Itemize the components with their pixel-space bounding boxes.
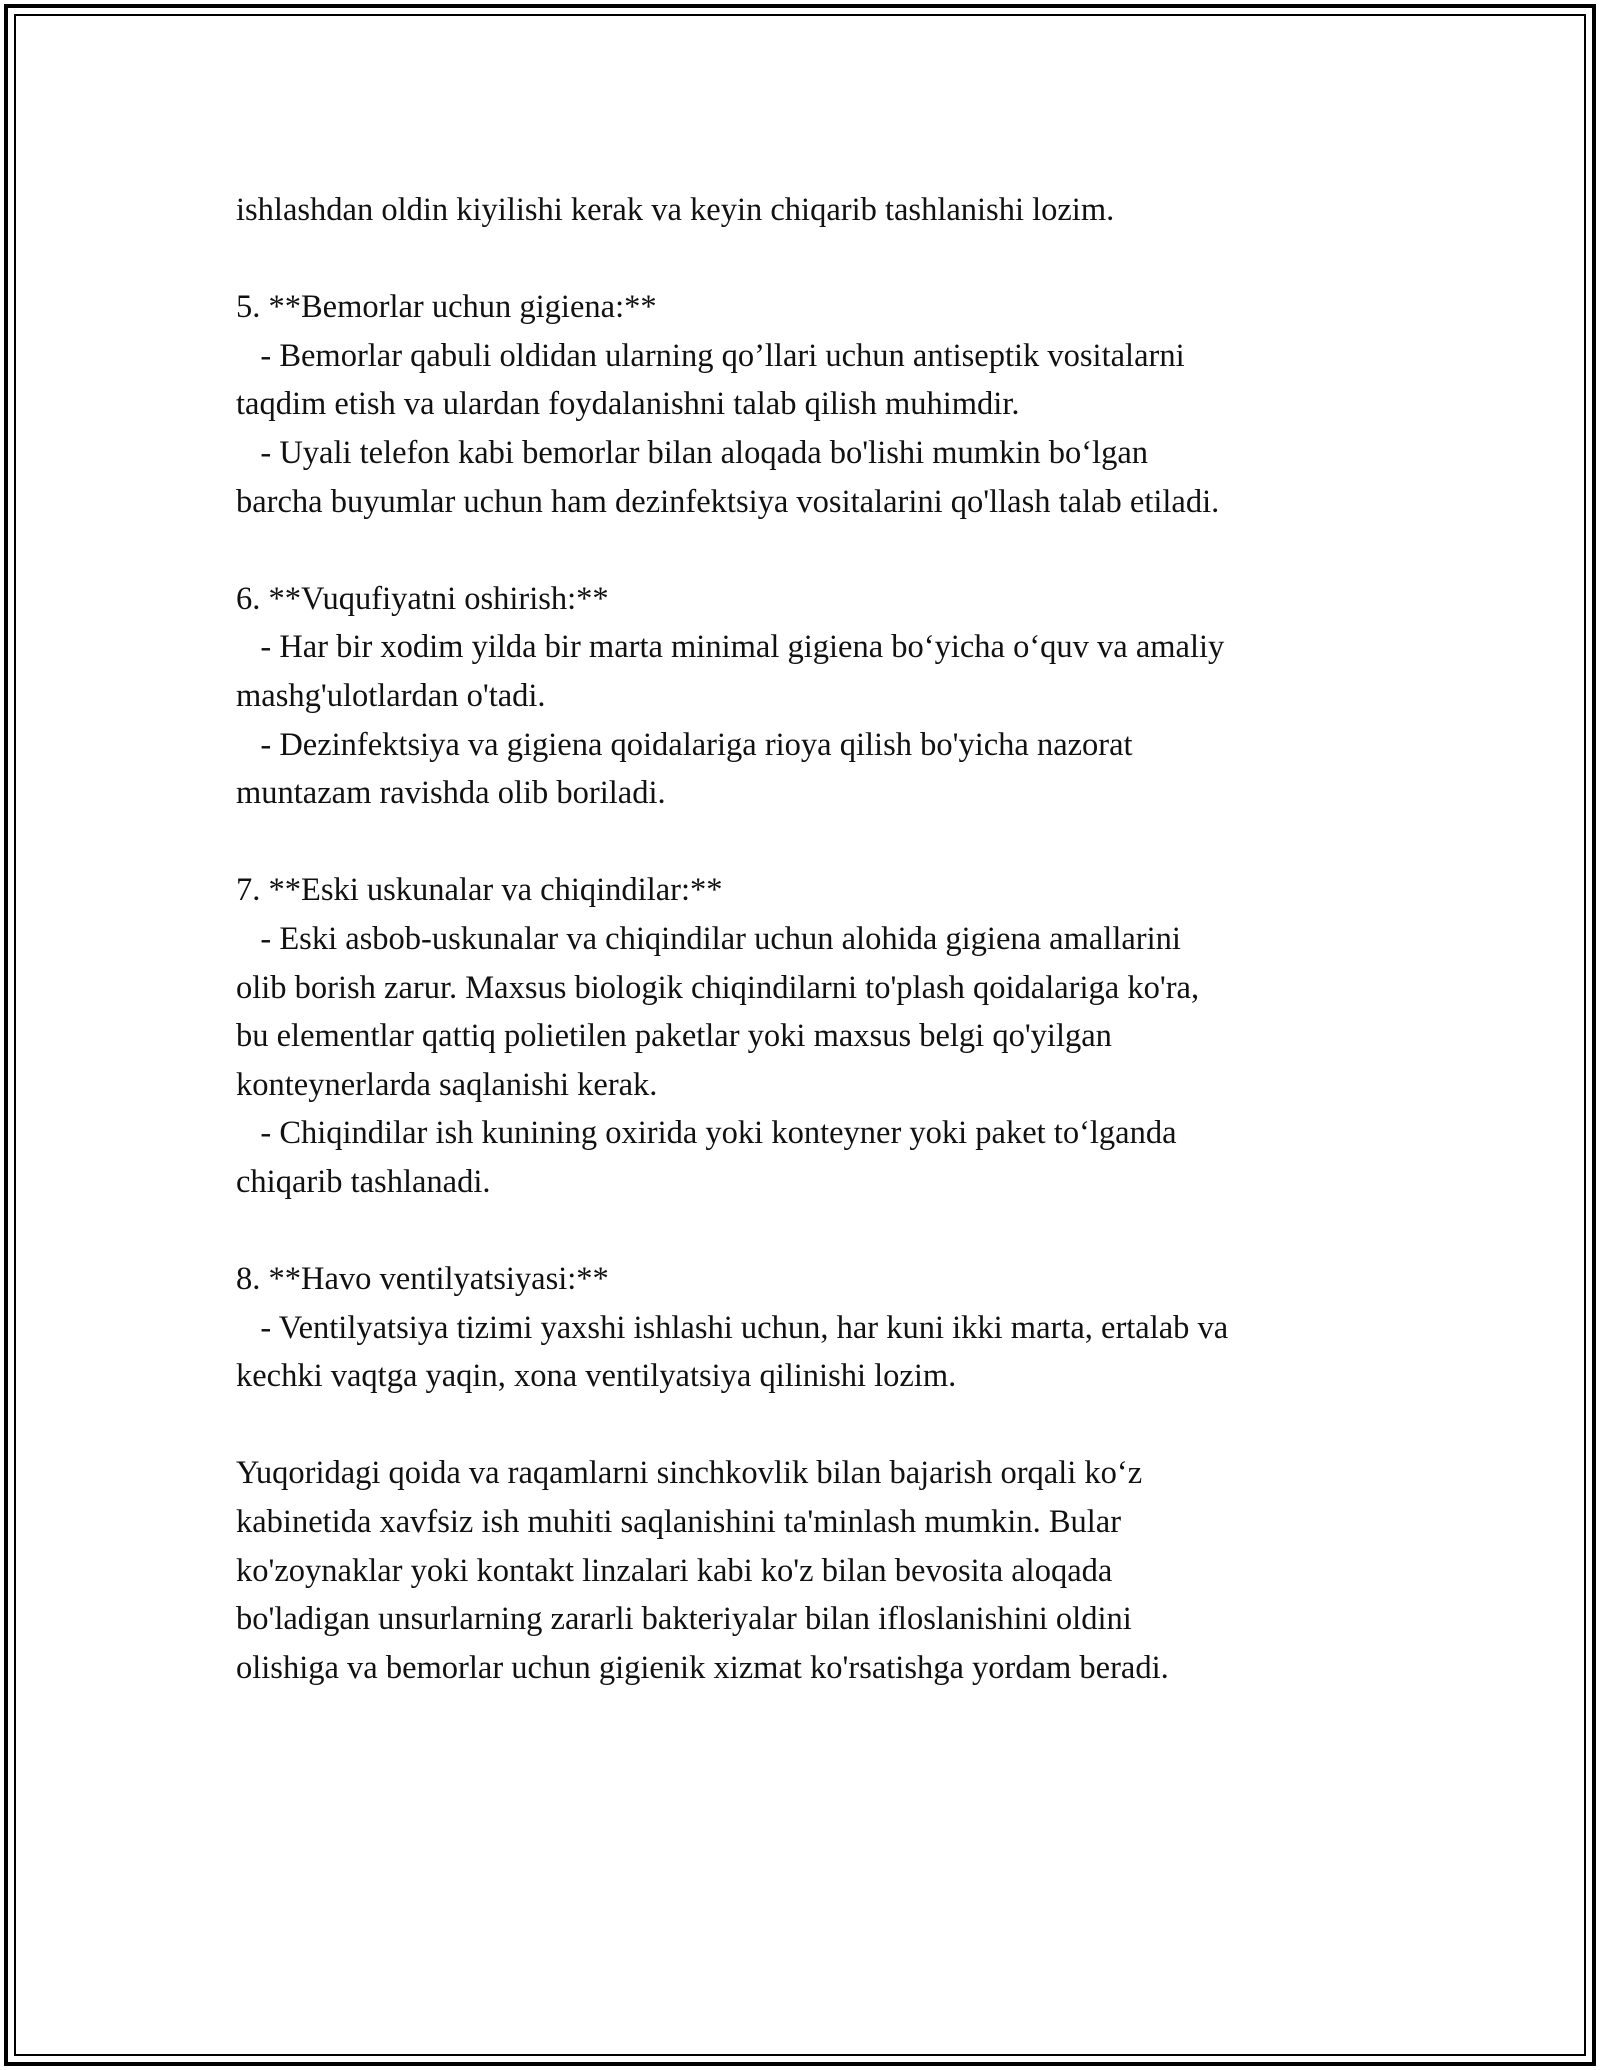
blank-line	[236, 1206, 1396, 1255]
text-line: kechki vaqtga yaqin, xona ventilyatsiya qilinishi lozim.	[236, 1358, 957, 1395]
text-line: 8. **Havo ventilyatsiyasi:**	[236, 1261, 609, 1298]
blank-line	[236, 235, 1396, 284]
text-line: olishiga va bemorlar uchun gigienik xizmat ko'rsatishga yordam beradi.	[236, 1649, 1169, 1686]
text-line: ishlashdan oldin kiyilishi kerak va keyin chiqarib tashlanishi lozim.	[236, 192, 1115, 228]
text-line: olib borish zarur. Maxsus biologik chiqindilarni to'plash qoidalariga ko'ra,	[236, 969, 1200, 1006]
text-line: ko'zoynaklar yoki kontakt linzalari kabi ko'z bilan bevosita aloqada	[236, 1552, 1113, 1589]
blank-line	[236, 526, 1396, 575]
text-line: 5. **Bemorlar uchun gigiena:**	[236, 289, 657, 326]
text-line: bu elementlar qattiq polietilen paketlar yoki maxsus belgi qo'yilgan	[236, 1018, 1112, 1055]
text-line: - Bemorlar qabuli oldidan ularning qo’llari uchun antiseptik vositalarni	[236, 337, 1185, 374]
blank-line	[236, 818, 1396, 867]
document-body	[236, 186, 1396, 1692]
text-line: konteynerlarda saqlanishi kerak.	[236, 1066, 658, 1103]
text-line: bo'ladigan unsurlarning zararli bakteriyalar bilan ifloslanishini oldini	[236, 1601, 1132, 1638]
text-line: muntazam ravishda olib boriladi.	[236, 775, 666, 812]
text-line: chiqarib tashlanadi.	[236, 1163, 491, 1200]
text-line: 7. **Eski uskunalar va chiqindilar:**	[236, 872, 723, 909]
text-line: - Chiqindilar ish kunining oxirida yoki konteyner yoki paket to‘lganda	[236, 1115, 1177, 1152]
text-line: - Eski asbob-uskunalar va chiqindilar uchun alohida gigiena amallarini	[236, 920, 1181, 957]
text-line: - Har bir xodim yilda bir marta minimal gigiena bo‘yicha o‘quv va amaliy	[236, 629, 1225, 666]
blank-line	[236, 1401, 1396, 1450]
text-line: Yuqoridagi qoida va raqamlarni sinchkovlik bilan bajarish orqali ko‘z	[236, 1455, 1143, 1492]
text-line: - Dezinfektsiya va gigiena qoidalariga rioya qilish bo'yicha nazorat	[236, 726, 1133, 763]
text-line: - Ventilyatsiya tizimi yaxshi ishlashi uchun, har kuni ikki marta, ertalab va	[236, 1309, 1229, 1346]
text-line: taqdim etish va ulardan foydalanishni talab qilish muhimdir.	[236, 386, 1020, 423]
text-line: - Uyali telefon kabi bemorlar bilan aloqada bo'lishi mumkin bo‘lgan	[236, 434, 1149, 471]
text-line: mashg'ulotlardan o'tadi.	[236, 677, 546, 714]
text-line: kabinetida xavfsiz ish muhiti saqlanishini ta'minlash mumkin. Bular	[236, 1504, 1122, 1541]
text-line: 6. **Vuqufiyatni oshirish:**	[236, 580, 609, 617]
text-line: barcha buyumlar uchun ham dezinfektsiya vositalarini qo'llash talab etiladi.	[236, 483, 1220, 520]
